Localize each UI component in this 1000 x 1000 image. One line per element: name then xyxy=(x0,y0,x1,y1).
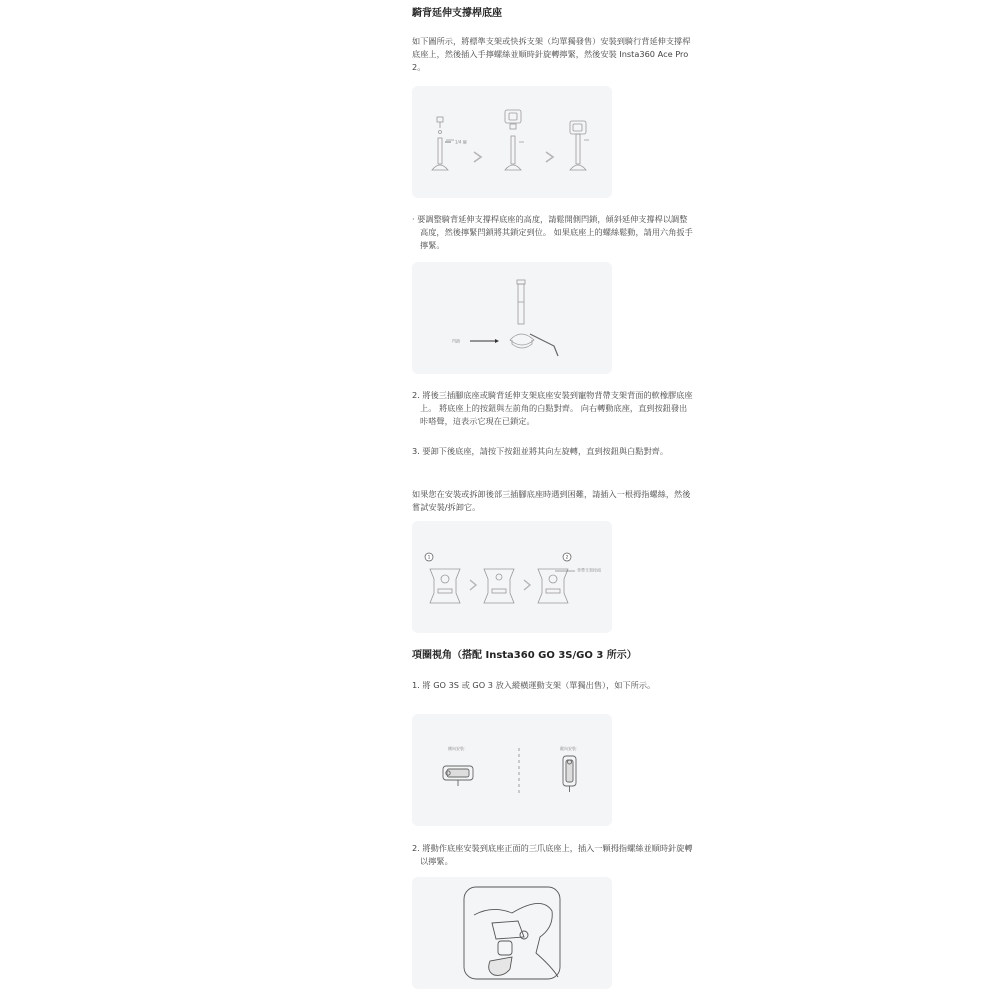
figure1-label: 1/4 螺 xyxy=(455,139,467,145)
intro-paragraph xyxy=(412,35,694,74)
collar-step1-text: 1. 將 GO 3S 或 GO 3 放入縱橫運動支架（單獨出售），如下所示。 xyxy=(412,680,656,690)
step-badge-1-text: 1 xyxy=(427,554,431,560)
collar-step2-paragraph xyxy=(412,842,694,868)
collar-mount-illustration xyxy=(412,877,612,989)
landscape-label: 橫向安裝： xyxy=(448,746,468,751)
intro-text: 如下圖所示，將標準支架或快拆支架（均單獨發售）安裝到騎行背延伸支撐桿底座上，然後插入手擰螺絲並順時針旋轉擰緊，然後安裝 Insta360 Ace Pro 2。 xyxy=(412,36,691,72)
tip-paragraph xyxy=(412,488,694,514)
collar-mount-assembly xyxy=(474,903,558,977)
collar-step2-text: 2. 將動作底座安裝到底座正面的三爪底座上，插入一顆拇指螺絲並順時針旋轉以擰緊。 xyxy=(412,843,693,866)
chevron-right-icon xyxy=(474,152,481,162)
section-title-extension-pole: 騎背延伸支撐桿底座 xyxy=(412,8,502,19)
chevron-right-icon xyxy=(470,580,476,590)
chevron-right-icon xyxy=(546,152,553,162)
mount-stages-illustration xyxy=(412,86,612,198)
tip-text: 如果您在安裝或拆卸後部三插腳底座時遇到困難，請插入一根拇指螺絲，然後嘗試安裝/拆卸它。 xyxy=(412,489,691,512)
step2-paragraph xyxy=(412,389,694,428)
base-stage1 xyxy=(430,569,460,603)
chevron-right-icon xyxy=(524,580,530,590)
landscape-camera xyxy=(443,766,473,786)
pole-base-stage1 xyxy=(432,117,454,170)
latch-illustration xyxy=(412,262,612,374)
harness-button-label: 背帶支架按鈕 xyxy=(577,567,601,573)
base-stage2 xyxy=(484,569,514,603)
figure-latch-adjust xyxy=(412,262,612,374)
step2-text: 2. 將後三插腳底座或騎背延伸支架底座安裝到寵物背帶支架背面的軟橡膠底座上。 將底座上的按鈕與左前角的白點對齊。 向右轉動底座，直到按鈕發出咔嗒聲，這表示它現在已鎖定。 xyxy=(412,390,693,426)
adjust-text: · 要調整騎背延伸支撐桿底座的高度，請鬆開側閂鎖，傾斜延伸支撐桿以調整高度，然後擰緊閂鎖將其鎖定到位。 如果底座上的螺絲鬆動，請用六角扳手擰緊。 xyxy=(412,214,693,250)
pole-camera-stage2 xyxy=(505,110,524,170)
figure-rear-base xyxy=(412,521,612,633)
latch-label: 閂鎖 xyxy=(452,338,460,344)
hex-key xyxy=(530,334,558,356)
inset-frame xyxy=(464,887,560,979)
step-badge-2-text: 2 xyxy=(565,554,569,560)
adjust-paragraph xyxy=(412,213,694,252)
figure-mount-stages xyxy=(412,86,612,198)
collar-step1-paragraph xyxy=(412,679,694,692)
pole-camera-stage3 xyxy=(570,121,589,170)
portrait-label: 縱向安裝： xyxy=(560,746,580,751)
rear-base-illustration xyxy=(412,521,612,633)
figure-collar-mount xyxy=(412,877,612,989)
step3-text: 3. 要卸下後底座，請按下按鈕並將其向左旋轉，直到按鈕與白點對齊。 xyxy=(412,446,669,456)
base-stage3 xyxy=(538,569,568,603)
arrow-right-icon xyxy=(495,339,499,343)
figure-mount-orientation xyxy=(412,714,612,826)
portrait-camera xyxy=(563,756,576,792)
step3-paragraph xyxy=(412,445,694,458)
section-title-collar-view: 項圈視角（搭配 Insta360 GO 3S/GO 3 所示） xyxy=(412,650,637,661)
orientation-illustration xyxy=(412,714,612,826)
